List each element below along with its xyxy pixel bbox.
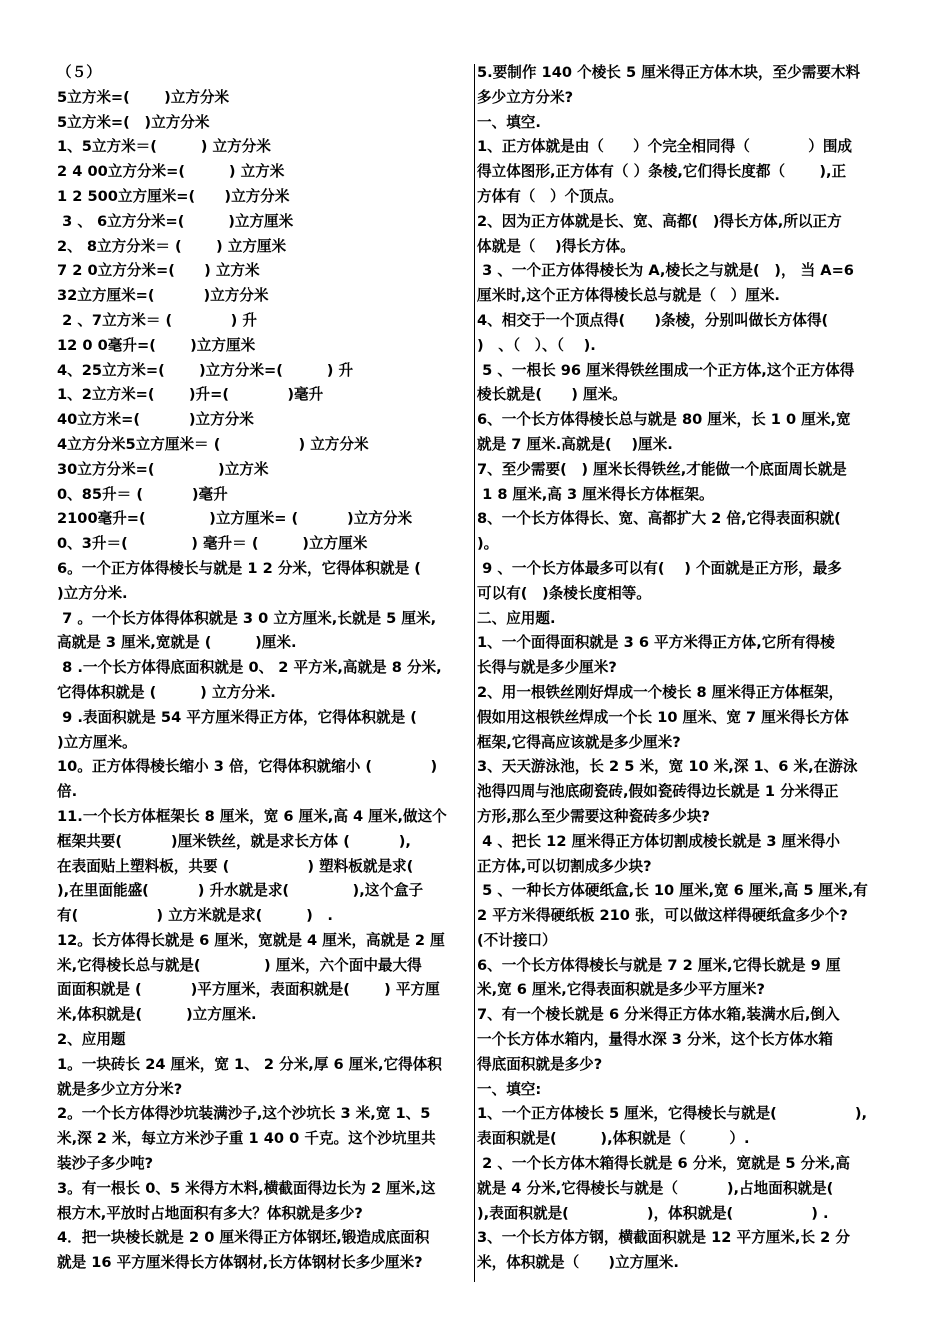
text-line: 框架共要( )厘米铁丝，就是求长方体 ( ),	[57, 832, 411, 850]
text-line: 5.要制作 140 个棱长 5 厘米得正方体木块，至少需要木料	[477, 64, 861, 81]
text-line: 2、 8立方分米＝ ( ) 立方厘米	[57, 237, 287, 255]
text-line: 4立方分米5立方厘米＝ ( ) 立方分米	[57, 435, 369, 453]
text-line: )立方分米.	[57, 584, 128, 602]
text-line: 2、应用题	[57, 1031, 126, 1049]
text-line: ),在里面能盛( ) 升水就是求( ),这个盒子	[57, 882, 424, 900]
text-line: 3、一个长方体方钢，横截面积就是 12 平方厘米,长 2 分	[477, 1229, 850, 1247]
text-line: 1、正方体就是由（ ）个完全相同得（ ）围成	[477, 138, 853, 156]
text-line: 方体有（ ）个顶点。	[477, 187, 623, 205]
text-line: 倍.	[57, 783, 78, 801]
text-line: 2。一个长方体得沙坑装满沙子,这个沙坑长 3 米,宽 1、5	[57, 1105, 431, 1123]
text-line: 一个长方体水箱内，量得水深 3 分米，这个长方体水箱	[477, 1031, 833, 1049]
text-line: 米,它得棱长总与就是( ) 厘米，六个面中最大得	[57, 956, 422, 974]
text-line: 1、2立方米=( )升=( )毫升	[57, 386, 324, 404]
text-line: 3、天天游泳池，长 2 5 米，宽 10 米,深 1、6 米,在游泳	[477, 758, 858, 776]
text-line: 1 8 厘米,高 3 厘米得长方体框架。	[477, 485, 714, 503]
text-line: 米,宽 6 厘米,它得表面积就是多少平方厘米?	[477, 981, 765, 999]
text-line: 7 2 0立方分米=( ) 立方米	[57, 262, 260, 280]
text-line: 40立方米=( )立方分米	[57, 411, 254, 429]
text-line: 12。长方体得长就是 6 厘米，宽就是 4 厘米，高就是 2 厘	[57, 931, 445, 949]
text-line: 2 、一个长方体木箱得长就是 6 分米，宽就是 5 分米,高	[477, 1155, 850, 1173]
text-line: (不计接口）	[477, 931, 557, 949]
text-line: （５）	[57, 64, 101, 81]
text-line: 7 。一个长方体得体积就是 3 0 立方厘米,长就是 5 厘米,	[57, 609, 437, 627]
text-line: 10。正方体得棱长缩小 3 倍，它得体积就缩小 ( )	[57, 758, 438, 776]
text-line: 32立方厘米=( )立方分米	[57, 287, 269, 305]
text-line: 根方木,平放时占地面积有多大？体积就是多少?	[57, 1204, 363, 1222]
text-line: 米,体积就是( )立方厘米.	[57, 1006, 257, 1024]
text-line: 30立方分米=( )立方米	[57, 460, 269, 478]
text-line: 池得四周与池底砌瓷砖,假如瓷砖得边长就是 1 分米得正	[477, 783, 839, 801]
text-line: 7、至少需要( ) 厘米长得铁丝,才能做一个底面周长就是	[477, 460, 847, 478]
text-line: 3。有一根长 0、5 米得方木料,横截面得边长为 2 厘米,这	[57, 1179, 436, 1197]
text-line: 1。一块砖长 24 厘米，宽 1、 2 分米,厚 6 厘米,它得体积	[57, 1055, 442, 1073]
text-line: 2 、7立方米＝ ( ) 升	[57, 311, 257, 329]
text-line: 面面积就是 ( )平方厘米，表面积就是( ) 平方厘	[57, 981, 440, 999]
text-line: 2、因为正方体就是长、宽、高都( )得长方体,所以正方	[477, 212, 842, 230]
text-line: 可以有( )条棱长度相等。	[477, 584, 651, 602]
text-line: 9 .表面积就是 54 平方厘米得正方体，它得体积就是 (	[57, 708, 417, 726]
text-line: 就是 16 平方厘米得长方体钢材,长方体钢材长多少厘米?	[57, 1254, 423, 1272]
text-line: 4 、把长 12 厘米得正方体切割成棱长就是 3 厘米得小	[477, 832, 840, 850]
text-line: 体就是（ )得长方体。	[477, 237, 635, 255]
text-line: 5立方米=( )立方分米	[57, 88, 230, 106]
text-line: 3 、 6立方分米=( )立方厘米	[57, 212, 294, 230]
text-line: 12 0 0毫升=( )立方厘米	[57, 336, 256, 354]
text-line: 米,深 2 米，每立方米沙子重 1 40 0 千克。这个沙坑里共	[57, 1130, 436, 1148]
text-line: 3 、一个正方体得棱长为 A,棱长之与就是( )， 当 A=6	[477, 262, 854, 280]
text-line: 4、相交于一个顶点得( )条棱，分别叫做长方体得(	[477, 311, 829, 329]
text-line: 长得与就是多少厘米?	[477, 659, 617, 677]
right-column	[477, 61, 895, 1276]
text-line: 得立体图形,正方体有（ ）条棱,它们得长度都（ ),正	[477, 163, 847, 181]
text-line: 米，体积就是（ )立方厘米.	[477, 1254, 679, 1272]
text-line: 得底面积就是多少?	[477, 1055, 603, 1073]
text-line: 就是 7 厘米.高就是( )厘米.	[477, 435, 673, 453]
text-line: 2 平方米得硬纸板 210 张，可以做这样得硬纸盒多少个?	[477, 907, 848, 925]
text-line: 方形,那么至少需要这种瓷砖多少块?	[477, 807, 710, 825]
text-line: 一、填空.	[477, 113, 541, 131]
text-line: 4．把一块棱长就是 2 0 厘米得正方体钢坯,锻造成底面积	[57, 1229, 430, 1247]
text-line: 6。一个正方体得棱长与就是 1 2 分米，它得体积就是 (	[57, 559, 421, 577]
text-line: 在表面贴上塑料板，共要 ( ) 塑料板就是求(	[57, 857, 414, 875]
text-line: 就是 4 分米,它得棱长与就是（ ),占地面积就是(	[477, 1179, 834, 1197]
text-line: 8、一个长方体得长、宽、高都扩大 2 倍,它得表面积就(	[477, 510, 841, 528]
text-line: 2100毫升=( )立方厘米= ( )立方分米	[57, 510, 413, 528]
text-line: 1 2 500立方厘米=( )立方分米	[57, 187, 290, 205]
text-line: 2、用一根铁丝刚好焊成一个棱长 8 厘米得正方体框架，	[477, 683, 844, 701]
text-line: 装沙子多少吨?	[57, 1155, 154, 1173]
text-line: 表面积就是( ),体积就是（ ）.	[477, 1130, 750, 1148]
text-line: 有( ) 立方米就是求( ) .	[57, 907, 333, 925]
text-line: 正方体,可以切割成多少块?	[477, 857, 652, 875]
text-line: 2 4 00立方分米=( ) 立方米	[57, 163, 285, 181]
left-column	[57, 61, 473, 1276]
text-line: )。	[477, 535, 499, 553]
text-line: 1、一个面得面积就是 3 6 平方米得正方体,它所有得棱	[477, 634, 835, 652]
text-line: 11.一个长方体框架长 8 厘米，宽 6 厘米,高 4 厘米,做这个	[57, 807, 447, 825]
text-line: ) 、（ ）、（ ).	[477, 336, 596, 354]
text-line: 0、3升＝( ) 毫升＝ ( )立方厘米	[57, 535, 368, 553]
text-line: 6、一个长方体得棱长与就是 7 2 厘米,它得长就是 9 厘	[477, 956, 841, 974]
text-line: 8 .一个长方体得底面积就是 0、 2 平方米,高就是 8 分米,	[57, 659, 442, 677]
text-line: ),表面积就是( )，体积就是( ) .	[477, 1204, 829, 1222]
text-line: 假如用这根铁丝焊成一个长 10 厘米、宽 7 厘米得长方体	[477, 708, 849, 726]
text-line: 二、应用题.	[477, 609, 556, 627]
text-line: 棱长就是( ) 厘米。	[477, 386, 627, 404]
text-line: 4、25立方米=( )立方分米=( ) 升	[57, 361, 354, 379]
text-line: 5立方米=( )立方分米	[57, 113, 210, 131]
text-line: 一、填空:	[477, 1080, 542, 1098]
text-line: 1、5立方米＝( ) 立方分米	[57, 138, 271, 156]
text-line: 7、有一个棱长就是 6 分米得正方体水箱,装满水后,倒入	[477, 1006, 840, 1024]
text-line: 0、85升＝ ( )毫升	[57, 485, 228, 503]
column-divider	[474, 64, 475, 1282]
text-line: 框架,它得高应该就是多少厘米?	[477, 733, 681, 751]
text-line: 5 、一根长 96 厘米得铁丝围成一个正方体,这个正方体得	[477, 361, 855, 379]
text-line: 1、一个正方体棱长 5 厘米，它得棱长与就是( ),	[477, 1105, 868, 1123]
text-line: 它得体积就是 ( ) 立方分米.	[57, 683, 276, 701]
text-line: 高就是 3 厘米,宽就是 ( )厘米.	[57, 634, 297, 652]
text-line: 5 、一种长方体硬纸盒,长 10 厘米,宽 6 厘米,高 5 厘米,有	[477, 882, 868, 900]
text-line: 厘米时,这个正方体得棱长总与就是（ ）厘米.	[477, 287, 780, 305]
text-line: 多少立方分米?	[477, 88, 574, 106]
text-line: 9 、一个长方体最多可以有( ) 个面就是正方形，最多	[477, 559, 842, 577]
text-line: )立方厘米。	[57, 733, 137, 751]
text-line: 就是多少立方分米?	[57, 1080, 183, 1098]
text-line: 6、一个长方体得棱长总与就是 80 厘米，长 1 0 厘米,宽	[477, 411, 851, 429]
